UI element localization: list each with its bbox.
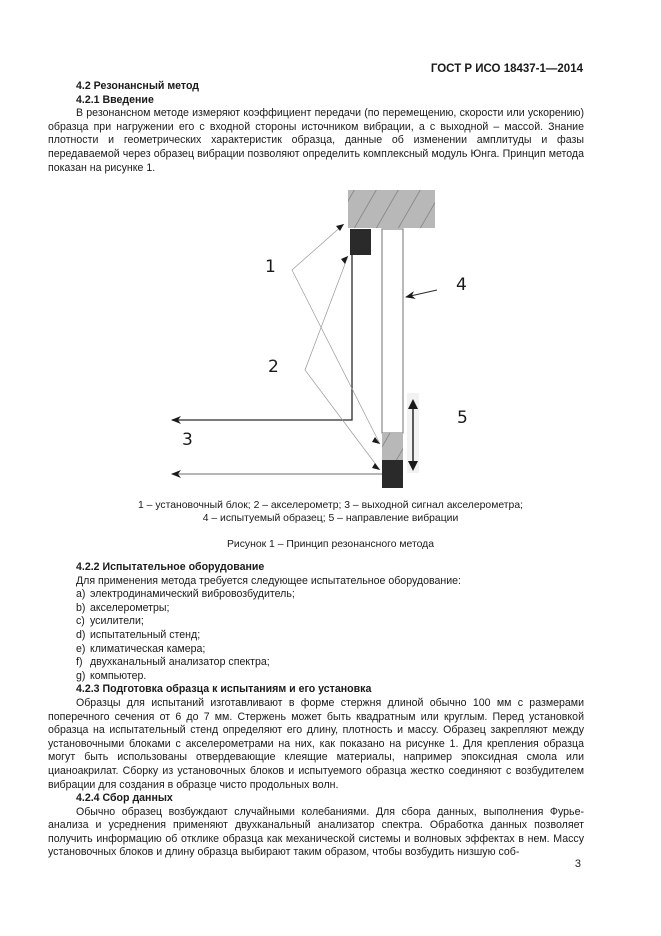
subsection-title-4-2-3: 4.2.3 Подготовка образца к испытаниям и его установка [76,683,372,696]
section-4-2 [48,80,584,175]
top-mounting-block [348,190,435,228]
page-number: 3 [574,858,581,870]
leader-line-4 [406,290,437,297]
list-item: e) климатическая камера; [76,642,206,655]
figure-label-2: 2 [268,357,279,377]
section-4-2-2 [48,561,584,860]
figure-label-5: 5 [457,408,468,428]
equipment-intro: Для применения метода требуется следующее испытательное оборудование: [76,574,461,587]
bottom-accelerometer [382,460,403,488]
figure-label-3: 3 [182,430,193,450]
leader-line-2 [305,256,380,470]
paragraph-specimen-preparation: Образцы для испытаний изготавливают в форме стержня длиной обычно 100 мм с размерами поперечного сечения от 6 до 7 мм. Стержень может быть квадратным или круглым. Перед установкой образца на испытательный стенд определяют его длину, плотность и массу. Образец закрепляют между установочными блоками с акселерометрами на них, как показано на рисунке 1. Для крепления образца могут быть использованы отвердевающие клеящие материалы, например эпоксидная смола или цианоакрилат. Сборку из установочных блоков и испытуемого образца жестко соединяют с возбудителем вибрации для создания в образце чисто продольных волн. [48,696,584,791]
figure-legend-line-2: 4 – испытуемый образец; 5 – направление вибрации [202,513,459,524]
list-item: d) испытательный стенд; [76,628,201,641]
subsection-title-4-2-4: 4.2.4 Сбор данных [76,792,173,805]
list-item: f) двухканальный анализатор спектра; [76,656,270,669]
list-item: a) электродинамический вибровозбудитель; [76,588,295,601]
list-item: b) акселерометры; [76,601,170,614]
list-item: g) компьютер. [76,669,147,682]
subsection-title-4-2-2: 4.2.2 Испытательное оборудование [76,561,265,573]
section-title: 4.2 Резонансный метод [76,80,200,92]
test-specimen [382,229,403,433]
output-signal-line [172,255,352,420]
subsection-title-4-2-1: 4.2.1 Введение [76,93,154,106]
paragraph-data-collection: Обычно образец возбуждают случайными колебаниями. Для сбора данных, выполнения Фурье-анализа и усреднения применяют двухканальный анализатор спектра. Обработка данных позволяет получить информацию об отклике образца как механической системы и волновых эффектах в нем. Массу установочных блоков и длину образца выбирают таким образом, чтобы возбудить низшую соб- [48,805,584,859]
figure-caption: Рисунок 1 – Принцип резонансного метода [226,539,435,550]
figure-label-1: 1 [265,257,276,277]
arrowhead [372,437,380,444]
equipment-list [48,588,584,683]
paragraph-introduction: В резонансном методе измеряют коэффициент передачи (по перемещению, скорости или ускорению) образца при нагружении его с входной стороны источником вибрации, а с выходной – массой. Знание плотности и геометрических характеристик образца, данные об изменении амплитуды и фазы передаваемой через образец вибрации позволяют определить комплексный модуль Юнга. Принцип метода показан на рисунке 1. [48,107,584,174]
bottom-mounting-block [382,433,403,460]
figure-legend [0,499,661,525]
top-accelerometer [350,229,371,255]
figure-legend-line-1: 1 – установочный блок; 2 – акселерометр; 3 – выходной сигнал акселерометра; [138,500,523,511]
figure-label-4: 4 [456,275,467,295]
list-item: c) усилители; [76,615,144,628]
figure-resonance-method [0,180,661,500]
document-standard-id: ГОСТ Р ИСО 18437-1—2014 [430,63,583,75]
